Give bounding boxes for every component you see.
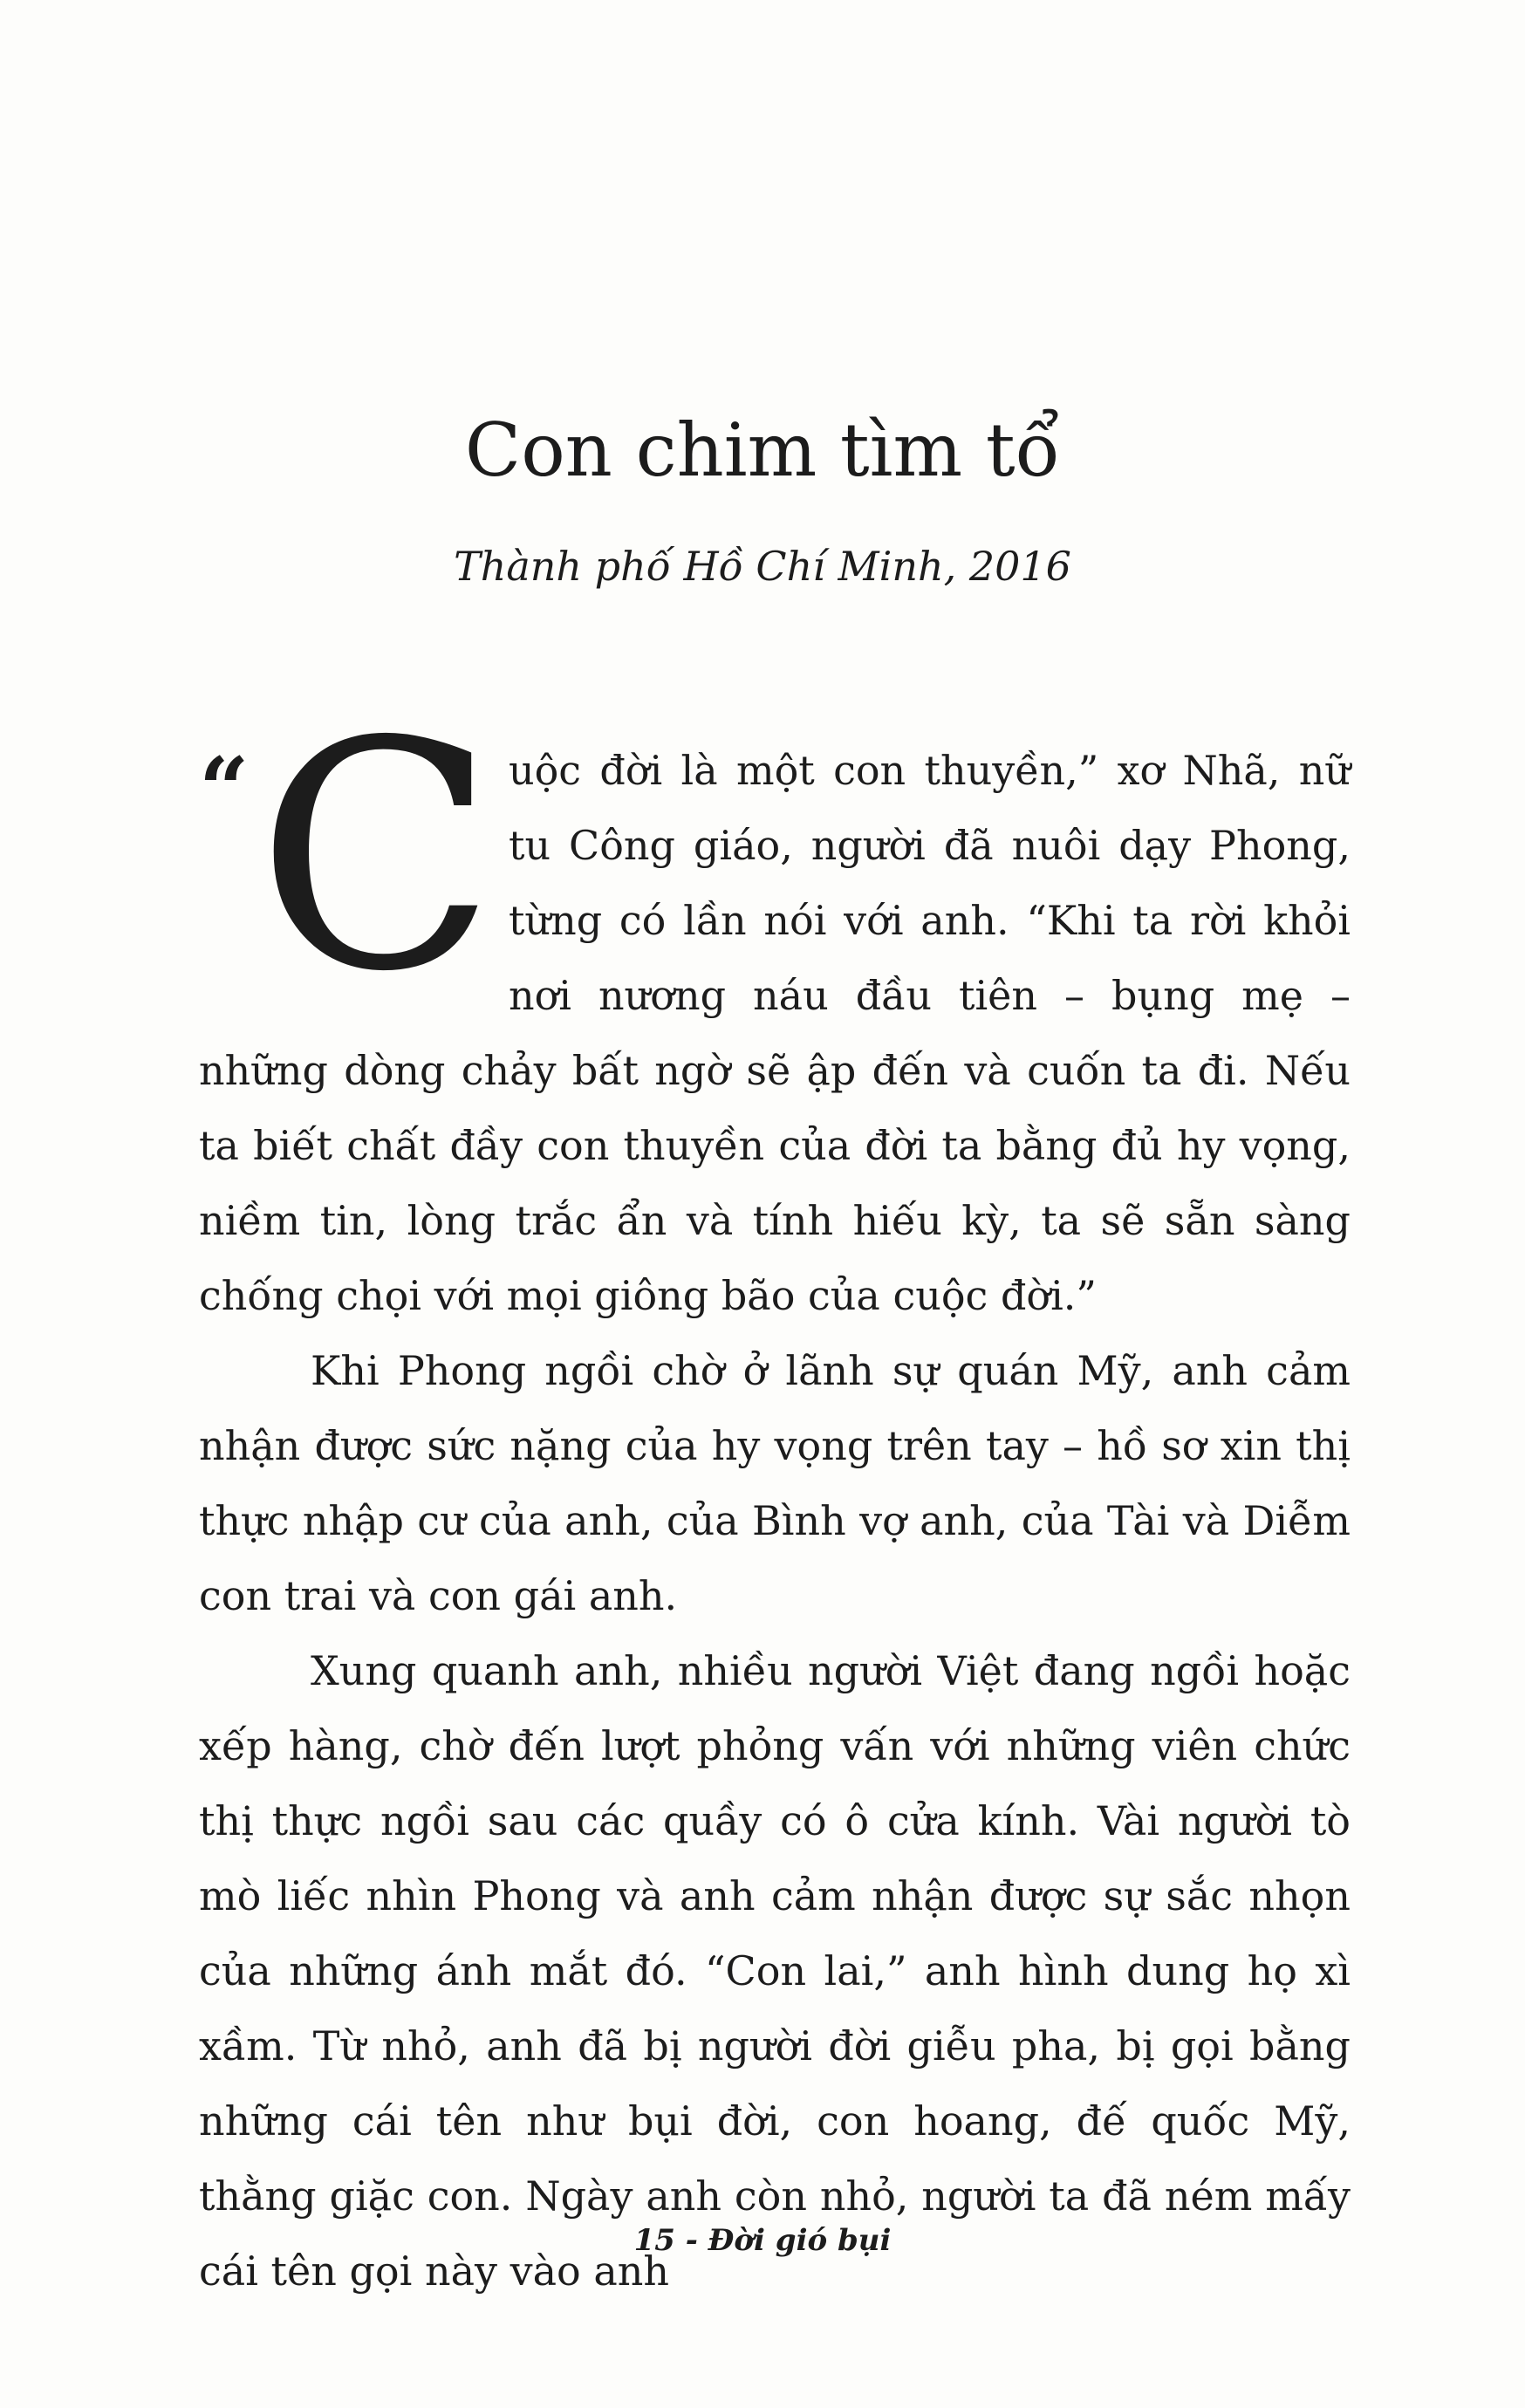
paragraph-1-text: uộc đời là một con thuyền,” xơ Nhã, nữ tu Công giáo, người đã nuôi dạy Phong, từng có lần nói với anh. “Khi ta rời khỏi nơi nương náu đầu tiên – bụng mẹ – những dòng chảy bất ngờ sẽ ập đến và cuốn ta đi. Nếu ta biết chất đầy con thuyền của đời ta bằng đủ hy vọng, niềm tin, lòng trắc ẩn và tính hiếu kỳ, ta sẽ sẵn sàng chống chọi với mọi giông bão của cuộc đời.” bbox=[199, 747, 1351, 1319]
page-footer: 15 - Đời gió bụi bbox=[633, 2223, 892, 2258]
drop-cap: C bbox=[256, 674, 496, 1040]
paragraph-3: Xung quanh anh, nhiều người Việt đang ngồi hoặc xếp hàng, chờ đến lượt phỏng vấn với những viên chức thị thực ngồi sau các quầy có ô cửa kính. Vài người tò mò liếc nhìn Phong và anh cảm nhận được sự sắc nhọn của những ánh mắt đó. “Con lai,” anh hình dung họ xì xầm. Từ nhỏ, anh đã bị người đời giễu pha, bị gọi bằng những cái tên như bụi đời, con hoang, đế quốc Mỹ, thằng giặc con. Ngày anh còn nhỏ, người ta đã ném mấy cái tên gọi này vào anh bbox=[199, 1647, 1351, 2295]
paragraph-1 bbox=[199, 674, 1351, 1333]
paragraph-2: Khi Phong ngồi chờ ở lãnh sự quán Mỹ, anh cảm nhận được sức nặng của hy vọng trên tay – hồ sơ xin thị thực nhập cư của anh, của Bình vợ anh, của Tài và Diễm con trai và con gái anh. bbox=[199, 1347, 1351, 1619]
open-quote-mark: “ bbox=[199, 738, 250, 841]
chapter-title: Con chim tìm tổ bbox=[464, 407, 1061, 493]
chapter-subtitle: Thành phố Hồ Chí Minh, 2016 bbox=[454, 543, 1071, 590]
body-text bbox=[199, 674, 1351, 2309]
